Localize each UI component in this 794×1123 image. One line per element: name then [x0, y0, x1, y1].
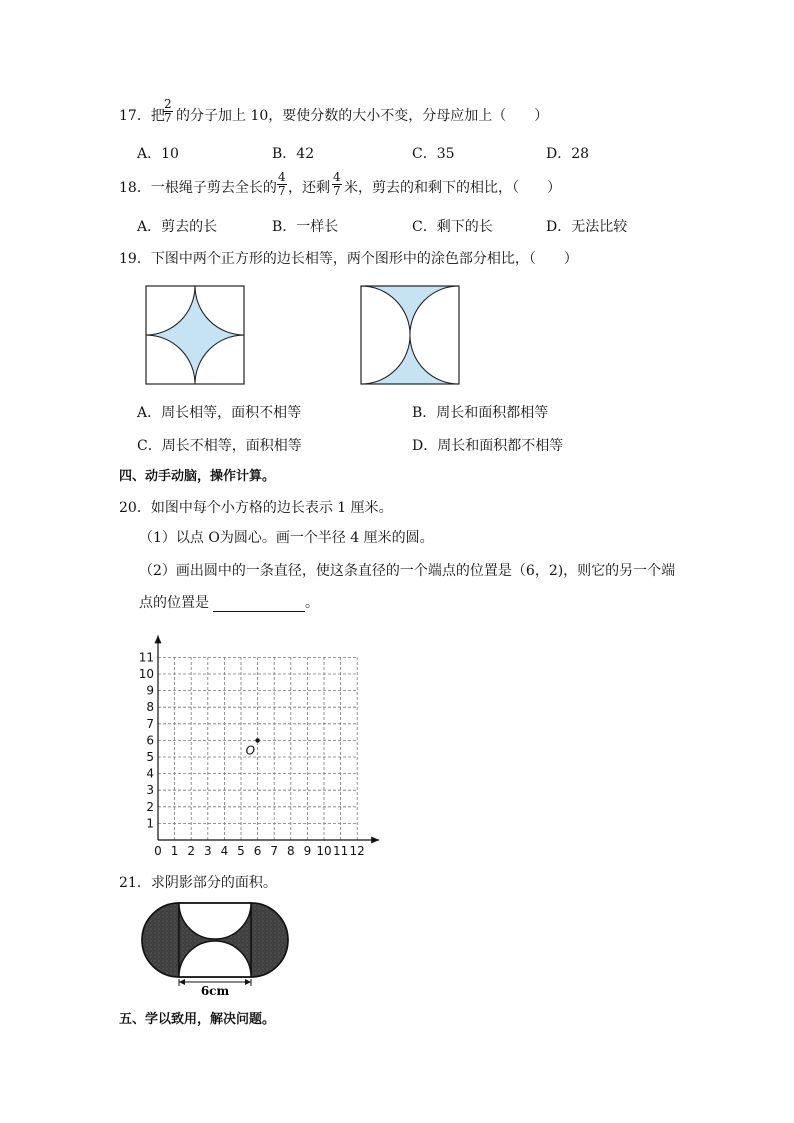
q21-dim-arrow-left: [179, 979, 185, 985]
x-tick-label: 6: [253, 844, 262, 858]
q19-option-b[interactable]: B．周长和面积都相等: [412, 405, 549, 421]
y-tick-label: 1: [146, 816, 154, 831]
y-tick-label: 4: [146, 766, 154, 781]
q21-dim-label: 6cm: [200, 984, 230, 998]
y-tick-label: 7: [146, 716, 154, 731]
q17-option-b[interactable]: B．42: [272, 146, 315, 162]
section-5-title: 五、学以致用，解决问题。: [119, 1012, 276, 1027]
q21-text: 21．求阴影部分的面积。: [119, 875, 277, 891]
x-axis-arrow: [371, 837, 379, 844]
q17-option-a[interactable]: A．10: [137, 146, 179, 162]
x-tick-label: 10: [316, 844, 332, 858]
q18-frac2-num: 4: [333, 170, 341, 184]
q17-frac-num: 2: [164, 97, 172, 111]
q18-text: 米，剪去的和剩下的相比，（ ）: [344, 180, 561, 196]
q20-part2c: 。: [305, 595, 319, 611]
q19-text: 19．下图中两个正方形的边长相等，两个图形中的涂色部分相比，（ ）: [119, 251, 578, 267]
x-tick-label: 1: [170, 844, 179, 858]
q20-part2b: 点的位置是: [139, 595, 209, 611]
y-tick-label: 5: [146, 750, 154, 764]
y-tick-label: 3: [146, 783, 154, 798]
x-tick-label: 9: [303, 844, 312, 858]
y-axis-arrow: [155, 635, 162, 643]
q18-option-a[interactable]: A．剪去的长: [137, 219, 218, 235]
q21-right-cap: [251, 903, 288, 977]
x-tick-label: 4: [220, 844, 229, 858]
q18-frac2-den: 7: [333, 184, 341, 198]
y-tick-label: 9: [146, 683, 154, 698]
q17-text: 的分子加上 10，要使分数的大小不变，分母应加上（ ）: [176, 108, 549, 124]
q18-prefix: 18．一根绳子剪去全长的: [119, 180, 277, 196]
y-tick-label: 2: [146, 799, 154, 814]
q20-part1: （1）以点 O为圆心。画一个半径 4 厘米的圆。: [139, 530, 434, 546]
x-tick-label: 0: [154, 844, 162, 858]
x-tick-label: 7: [270, 844, 279, 858]
q19-option-a[interactable]: A．周长相等，面积不相等: [137, 405, 302, 421]
x-tick-label: 11: [332, 844, 349, 858]
point-o-label: O: [245, 743, 256, 758]
q17-option-d[interactable]: D．28: [546, 146, 590, 162]
q18-frac1-den: 7: [278, 184, 286, 198]
x-tick-label: 3: [203, 844, 212, 858]
q21-dim-arrow-right: [245, 979, 251, 985]
x-tick-label: 5: [237, 844, 245, 858]
q19-option-d[interactable]: D．周长和面积都不相等: [412, 438, 564, 454]
q19-option-c[interactable]: C．周长不相等，面积相等: [137, 438, 302, 454]
section-4-title: 四、动手动脑，操作计算。: [119, 469, 276, 484]
q18-option-b[interactable]: B．一样长: [272, 219, 339, 235]
x-tick-label: 12: [349, 844, 365, 858]
q17-frac-den: 7: [164, 111, 172, 125]
y-tick-label: 11: [138, 650, 154, 665]
q17-prefix: 17．把: [119, 108, 165, 124]
q21-figure: [142, 900, 292, 996]
y-tick-label: 10: [138, 667, 154, 681]
y-tick-label: 6: [146, 733, 154, 748]
q18-option-d[interactable]: D．无法比较: [546, 219, 628, 235]
q20-part2: （2）画出圆中的一条直径，使这条直径的一个端点的位置是（6，2)，则它的另一个端: [139, 563, 676, 579]
x-tick-label: 8: [286, 844, 295, 858]
q18-frac1-num: 4: [278, 170, 286, 184]
x-tick-label: 2: [187, 844, 196, 858]
q21-left-cap: [142, 903, 179, 977]
y-tick-label: 8: [146, 700, 154, 715]
point-o-dot: [255, 738, 259, 742]
q20-text: 20．如图中每个小方格的边长表示 1 厘米。: [119, 500, 393, 516]
q18-option-c[interactable]: C．剩下的长: [412, 219, 493, 235]
q18-mid: ，还剩: [288, 180, 330, 196]
q17-option-c[interactable]: C．35: [412, 146, 455, 162]
